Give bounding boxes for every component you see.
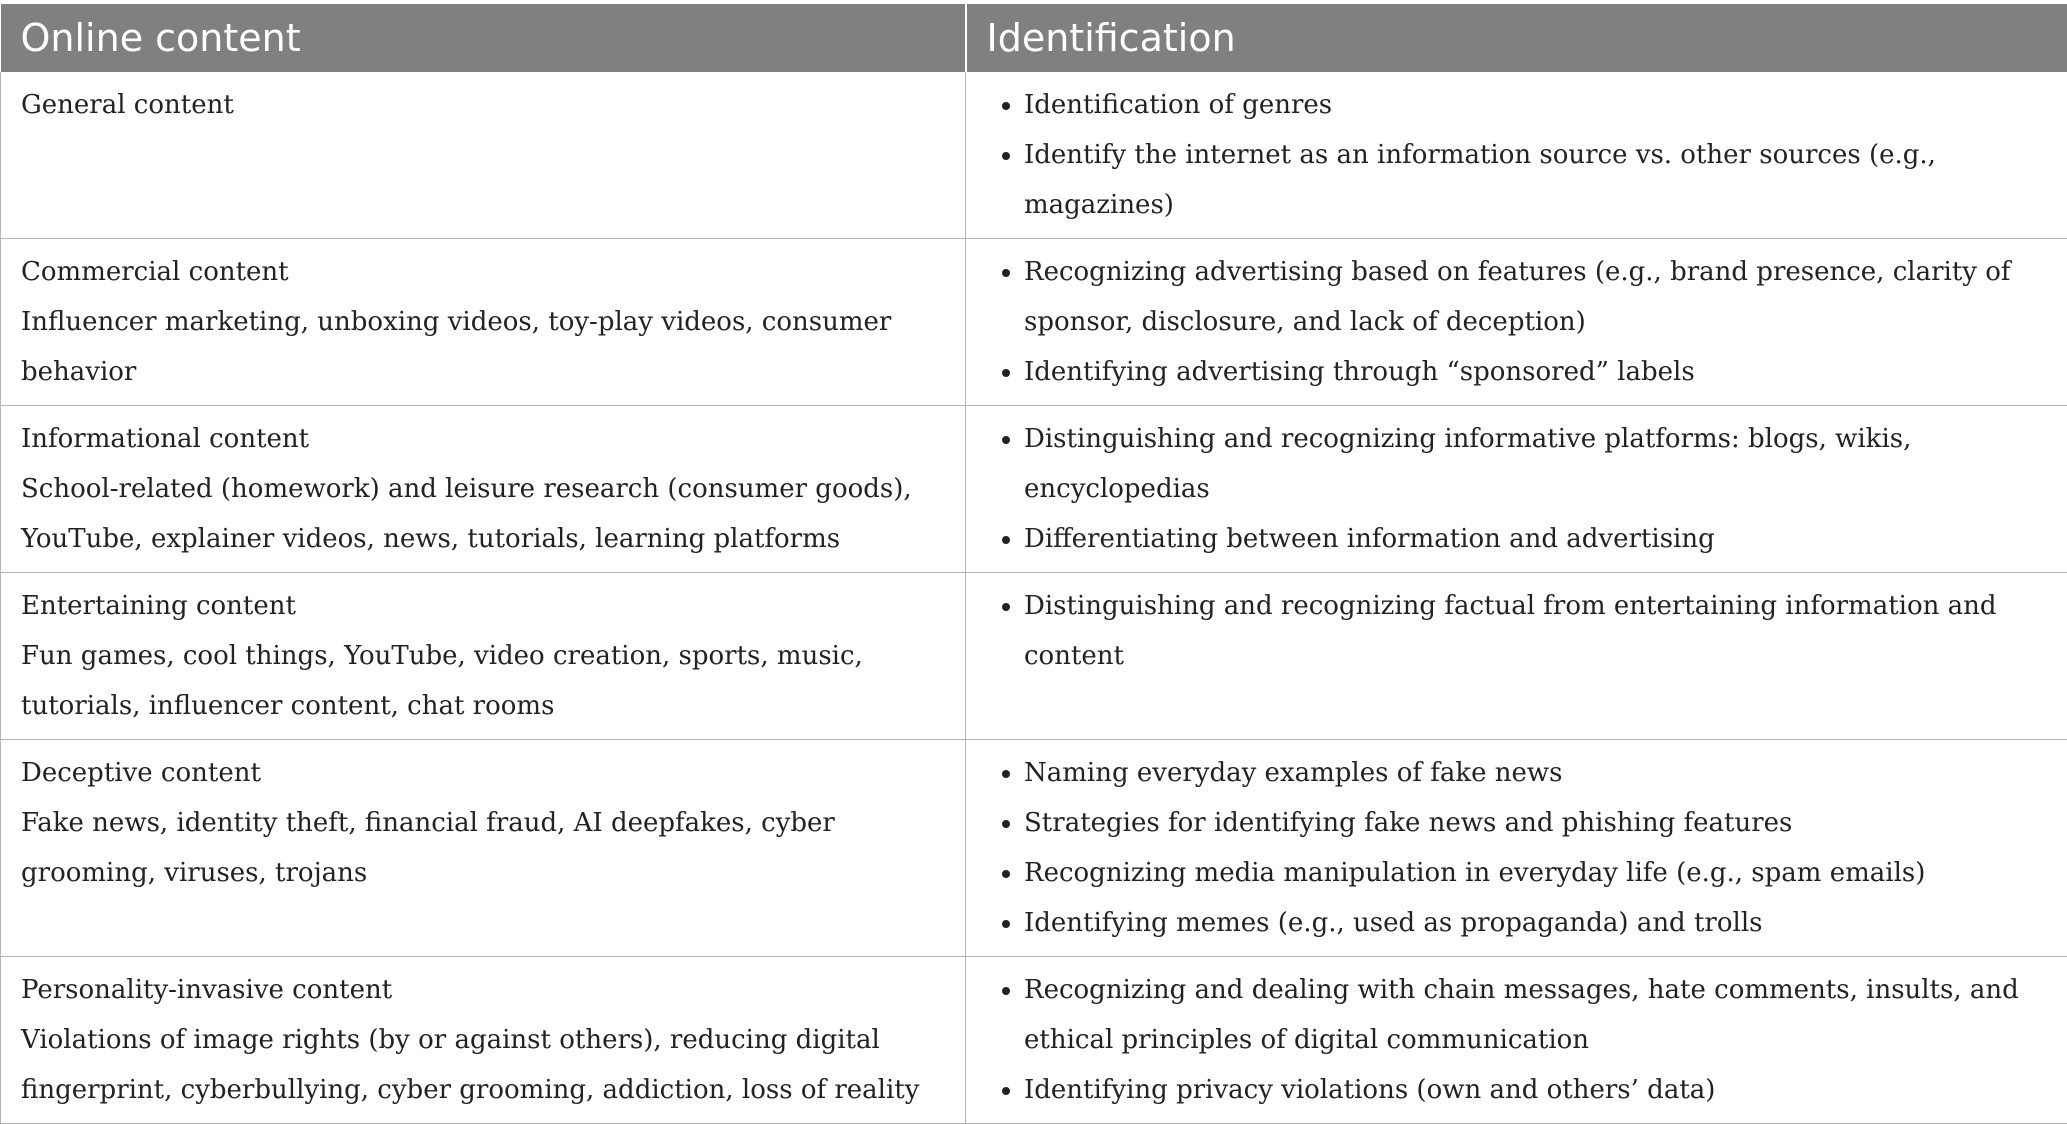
identification-item: • Identifying privacy violations (own and others’ data): [1024, 1065, 2047, 1115]
content-examples: Violations of image rights (by or against others), reducing digital fingerprint, cyberbullying, cyber grooming, addiction, loss of reality: [21, 1015, 945, 1115]
table-row-personality-invasive: [1, 957, 2067, 1124]
content-cell: [1, 740, 966, 957]
header-identification: Identification: [966, 4, 2067, 72]
identification-list: [986, 247, 2047, 397]
identification-list: [986, 748, 2047, 948]
content-title: Entertaining content: [21, 581, 945, 631]
content-cell: [1, 239, 966, 406]
content-examples: Influencer marketing, unboxing videos, toy-play videos, consumer behavior: [21, 297, 945, 397]
table-header: [1, 4, 2067, 72]
identification-item: • Strategies for identifying fake news and phishing features: [1024, 798, 2047, 848]
identification-cell: [966, 957, 2067, 1124]
identification-cell: [966, 406, 2067, 573]
identification-list: [986, 581, 2047, 681]
identification-cell: [966, 573, 2067, 740]
header-row: [1, 4, 2067, 72]
identification-cell: [966, 239, 2067, 406]
content-examples: Fake news, identity theft, financial fraud, AI deepfakes, cyber grooming, viruses, trojans: [21, 798, 945, 898]
content-cell: [1, 406, 966, 573]
identification-list: [986, 414, 2047, 564]
identification-item: • Naming everyday examples of fake news: [1024, 748, 2047, 798]
identification-item: • Identify the internet as an information source vs. other sources (e.g., magazines): [1024, 130, 2047, 230]
identification-list: [986, 965, 2047, 1115]
content-examples: Fun games, cool things, YouTube, video creation, sports, music, tutorials, influencer content, chat rooms: [21, 631, 945, 731]
content-title: Personality-invasive content: [21, 965, 945, 1015]
content-cell: [1, 72, 966, 239]
identification-cell: [966, 740, 2067, 957]
content-title: General content: [21, 80, 945, 130]
content-identification-table-wrapper: [0, 4, 2067, 1124]
table-row-deceptive: [1, 740, 2067, 957]
identification-item: • Recognizing advertising based on features (e.g., brand presence, clarity of sponsor, disclosure, and lack of deception): [1024, 247, 2047, 347]
content-identification-table: [0, 4, 2067, 1124]
identification-item: • Distinguishing and recognizing factual from entertaining information and content: [1024, 581, 2047, 681]
content-title: Informational content: [21, 414, 945, 464]
table-row-commercial: [1, 239, 2067, 406]
identification-list: [986, 80, 2047, 230]
header-online-content: Online content: [1, 4, 966, 72]
content-title: Deceptive content: [21, 748, 945, 798]
identification-item: • Distinguishing and recognizing informative platforms: blogs, wikis, encyclopedias: [1024, 414, 2047, 514]
identification-item: • Differentiating between information and advertising: [1024, 514, 2047, 564]
content-cell: [1, 573, 966, 740]
content-examples: School-related (homework) and leisure research (consumer goods), YouTube, explainer videos, news, tutorials, learning platforms: [21, 464, 945, 564]
table-row-informational: [1, 406, 2067, 573]
content-title: Commercial content: [21, 247, 945, 297]
identification-item: • Recognizing and dealing with chain messages, hate comments, insults, and ethical principles of digital communication: [1024, 965, 2047, 1065]
identification-item: • Identifying memes (e.g., used as propaganda) and trolls: [1024, 898, 2047, 948]
table-row-general: [1, 72, 2067, 239]
identification-item: • Recognizing media manipulation in everyday life (e.g., spam emails): [1024, 848, 2047, 898]
identification-cell: [966, 72, 2067, 239]
table-body: [1, 72, 2067, 1124]
identification-item: • Identifying advertising through “sponsored” labels: [1024, 347, 2047, 397]
table-row-entertaining: [1, 573, 2067, 740]
identification-item: • Identification of genres: [1024, 80, 2047, 130]
content-cell: [1, 957, 966, 1124]
